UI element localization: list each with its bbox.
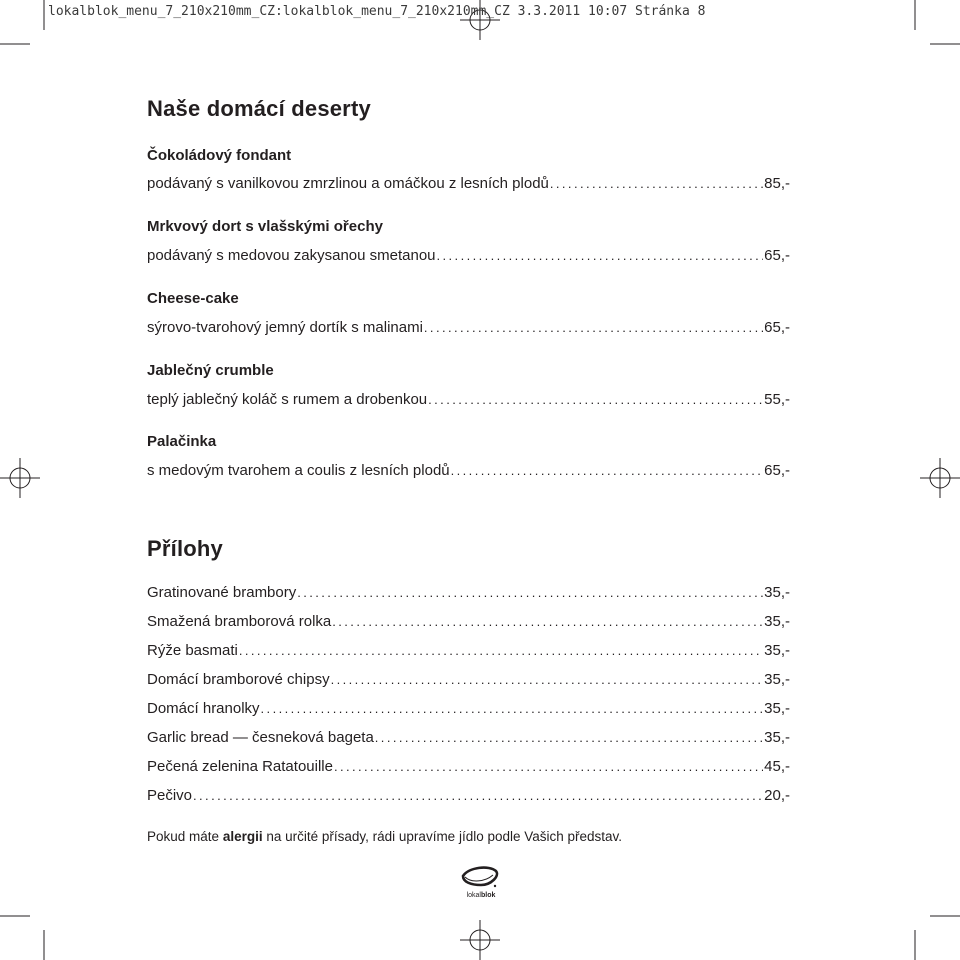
side-name: Domácí bramborové chipsy [147, 671, 330, 688]
side-price: 35,- [764, 613, 790, 630]
registration-mark-bottom [460, 920, 500, 960]
side-name: Pečivo [147, 787, 193, 804]
dessert-price: 65,- [764, 247, 790, 264]
dessert-row [147, 391, 790, 411]
dessert-description: teplý jablečný koláč s rumem a drobenkou [147, 391, 428, 408]
leader-dots [239, 643, 763, 658]
side-row [147, 700, 790, 720]
side-price: 35,- [764, 700, 790, 717]
dessert-name: Čokoládový fondant [147, 147, 292, 164]
side-row [147, 758, 790, 778]
dessert-description: podávaný s vanilkovou zmrzlinou a omáčkou z lesních plodů [147, 175, 549, 192]
logo-wordmark [455, 892, 507, 899]
dessert-name: Cheese-cake [147, 290, 239, 307]
registration-mark-left [0, 458, 40, 498]
side-name: Gratinované brambory [147, 584, 297, 601]
leader-dots [375, 730, 763, 745]
side-price: 35,- [764, 729, 790, 746]
allergy-note-start: Pokud máte [147, 829, 220, 844]
lokalblok-logo [455, 864, 507, 904]
dessert-price: 65,- [764, 462, 790, 479]
dessert-row [147, 319, 790, 339]
logo-wordmark-light: lokal [466, 892, 481, 899]
print-slug-line: lokalblok_menu_7_210x210mm_CZ:lokalblok_menu_7_210x210mm_CZ 3.3.2011 10:07 Stránka 8 [48, 4, 706, 19]
side-row [147, 642, 790, 662]
dessert-description: podávaný s medovou zakysanou smetanou [147, 247, 436, 264]
dessert-row [147, 175, 790, 195]
side-name: Domácí hranolky [147, 700, 260, 717]
side-name: Smažená bramborová rolka [147, 613, 332, 630]
side-price: 45,- [764, 758, 790, 775]
side-price: 35,- [764, 671, 790, 688]
side-price: 35,- [764, 584, 790, 601]
leader-dots [193, 788, 763, 803]
leader-dots [334, 759, 763, 774]
side-name: Rýže basmati [147, 642, 238, 659]
leader-dots [331, 672, 764, 687]
leader-dots [332, 614, 763, 629]
leader-dots [261, 701, 764, 716]
leader-dots [437, 248, 764, 263]
allergy-note [147, 829, 622, 844]
lokalblok-logo-icon [455, 864, 507, 894]
leader-dots [451, 463, 764, 478]
leader-dots [297, 585, 763, 600]
dessert-row [147, 247, 790, 267]
dessert-name: Palačinka [147, 433, 217, 450]
allergy-note-end: na určité přísady, rádi upravíme jídlo podle Vašich představ. [266, 829, 623, 844]
side-row [147, 613, 790, 633]
registration-mark-right [920, 458, 960, 498]
dessert-price: 85,- [764, 175, 790, 192]
dessert-price: 55,- [764, 391, 790, 408]
dessert-row [147, 462, 790, 482]
side-row [147, 787, 790, 807]
side-row [147, 729, 790, 749]
allergy-note-emphasis: alergii [222, 829, 263, 844]
dessert-description: s medovým tvarohem a coulis z lesních plodů [147, 462, 450, 479]
side-name: Garlic bread — česneková bageta [147, 729, 374, 746]
dessert-name: Mrkvový dort s vlašskými ořechy [147, 218, 383, 235]
side-row [147, 584, 790, 604]
dessert-price: 65,- [764, 319, 790, 336]
dessert-description: sýrovo-tvarohový jemný dortík s malinami [147, 319, 423, 336]
side-price: 35,- [764, 642, 790, 659]
desserts-heading: Naše domácí deserty [147, 96, 371, 121]
leader-dots [424, 320, 763, 335]
logo-wordmark-bold: blok [481, 892, 496, 899]
side-name: Pečená zelenina Ratatouille [147, 758, 333, 775]
leader-dots [550, 176, 763, 191]
sides-heading: Přílohy [147, 536, 223, 561]
leader-dots [428, 392, 763, 407]
side-row [147, 671, 790, 691]
side-price: 20,- [764, 787, 790, 804]
dessert-name: Jablečný crumble [147, 362, 274, 379]
